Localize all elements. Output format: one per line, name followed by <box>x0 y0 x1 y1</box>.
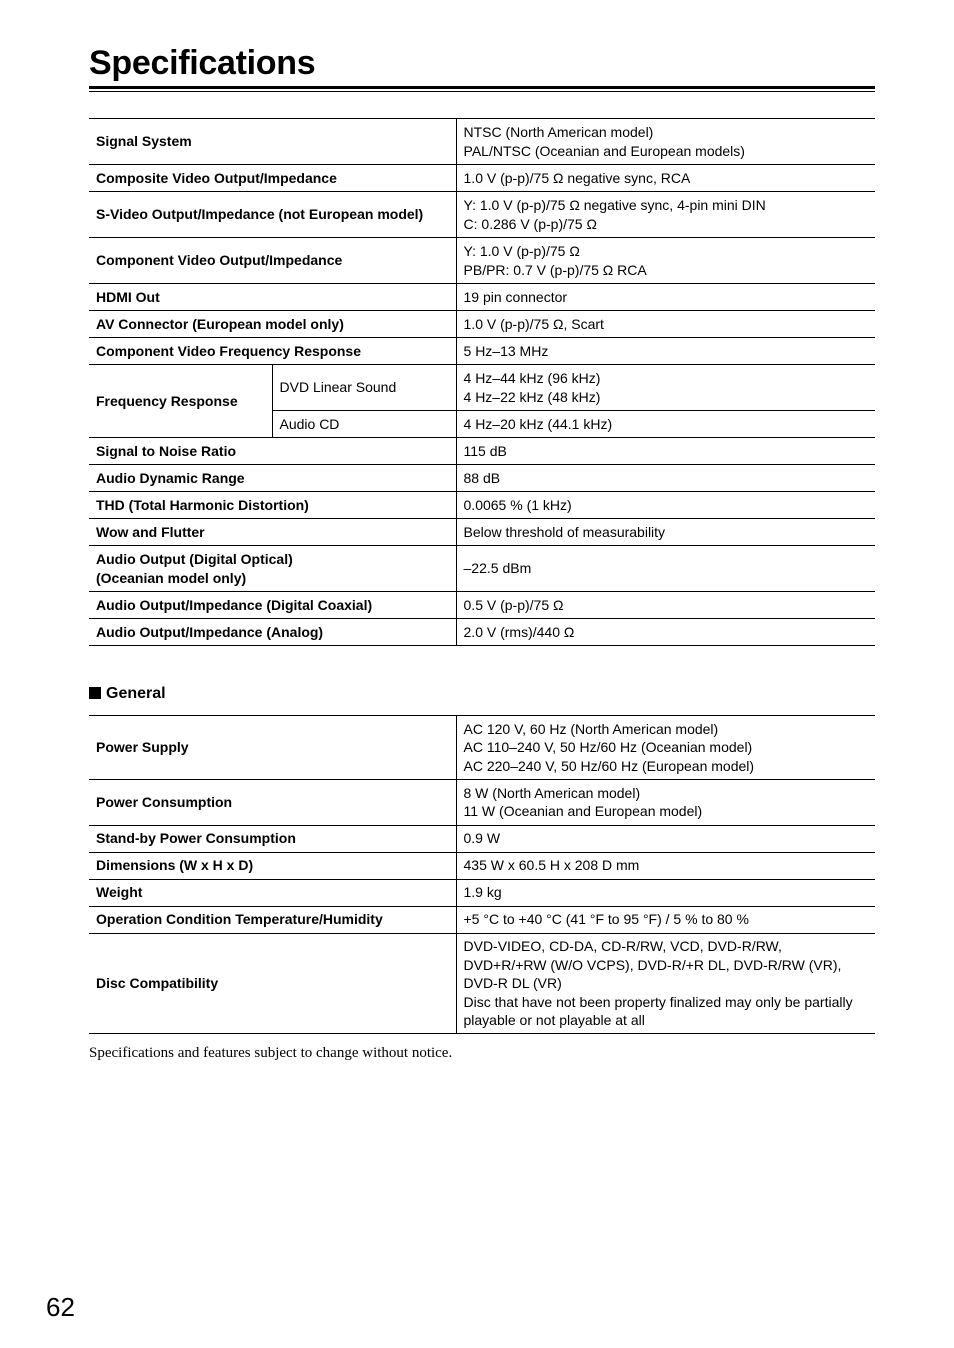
table-row <box>89 492 875 519</box>
spec-label <box>89 825 456 852</box>
cell-line: DVD Linear Sound <box>279 379 397 396</box>
spec-value <box>456 365 875 411</box>
spec-value <box>456 119 875 165</box>
table-row <box>89 879 875 906</box>
general-spec-table <box>89 715 875 1034</box>
table-row <box>89 238 875 284</box>
spec-sublabel <box>272 411 456 438</box>
cell-line: DVD-VIDEO, CD-DA, CD-R/RW, VCD, DVD-R/RW, <box>463 938 782 954</box>
cell-line: 115 dB <box>463 442 507 459</box>
spec-label <box>89 879 456 906</box>
cell-line: Frequency Response <box>96 392 238 409</box>
cell-line: Composite Video Output/Impedance <box>96 169 337 186</box>
table-row <box>89 546 875 592</box>
spec-label <box>89 619 456 646</box>
table-row <box>89 619 875 646</box>
cell-line: 11 W (Oceanian and European model) <box>463 803 703 819</box>
spec-value <box>456 546 875 592</box>
table-row <box>89 365 875 411</box>
cell-line: 435 W x 60.5 H x 208 D mm <box>463 857 640 874</box>
cell-line: Wow and Flutter <box>96 523 205 540</box>
spec-value <box>456 165 875 192</box>
table-row <box>89 592 875 619</box>
square-bullet-icon <box>89 687 101 699</box>
spec-label <box>89 519 456 546</box>
cell-line: 1.9 kg <box>463 884 502 901</box>
table-row <box>89 825 875 852</box>
cell-line: Audio Output (Digital Optical) <box>96 551 293 567</box>
spec-label <box>89 779 456 825</box>
table-row <box>89 284 875 311</box>
cell-line: NTSC (North American model) <box>463 124 654 140</box>
table-row <box>89 311 875 338</box>
cell-line: HDMI Out <box>96 288 160 305</box>
cell-line: C: 0.286 V (p-p)/75 Ω <box>463 215 597 232</box>
spec-label <box>89 465 456 492</box>
cell-line: 0.5 V (p-p)/75 Ω <box>463 596 564 613</box>
spec-value <box>456 492 875 519</box>
table-row <box>89 465 875 492</box>
cell-line: Y: 1.0 V (p-p)/75 Ω negative sync, 4-pin mini DIN <box>463 197 766 213</box>
cell-line: 4 Hz–22 kHz (48 kHz) <box>463 388 601 405</box>
spec-value <box>456 852 875 879</box>
spec-label <box>89 438 456 465</box>
cell-line: Stand-by Power Consumption <box>96 830 296 847</box>
spec-label <box>89 119 456 165</box>
cell-line: AC 220–240 V, 50 Hz/60 Hz (European model) <box>463 757 755 774</box>
cell-line: Weight <box>96 884 143 901</box>
page-number: 62 <box>46 1292 75 1322</box>
spec-value <box>456 933 875 1034</box>
table-row <box>89 438 875 465</box>
table-row <box>89 192 875 238</box>
cell-line: DVD-R DL (VR) <box>463 975 562 991</box>
video-audio-spec-table <box>89 118 875 646</box>
cell-line: 1.0 V (p-p)/75 Ω negative sync, RCA <box>463 169 691 186</box>
cell-line: 4 Hz–20 kHz (44.1 kHz) <box>463 415 613 432</box>
spec-label <box>89 365 272 438</box>
cell-line: Signal System <box>96 133 192 150</box>
cell-line: Signal to Noise Ratio <box>96 442 237 459</box>
spec-value <box>456 592 875 619</box>
cell-line: Y: 1.0 V (p-p)/75 Ω <box>463 243 580 259</box>
cell-line: Audio Output/Impedance (Analog) <box>96 623 324 640</box>
title-rule-thin <box>89 91 875 92</box>
spec-value <box>456 619 875 646</box>
spec-value <box>456 238 875 284</box>
cell-line: +5 °C to +40 °C (41 °F to 95 °F) / 5 % to 80 % <box>463 911 749 928</box>
page-title: Specifications <box>89 44 316 82</box>
cell-line: Audio CD <box>279 415 340 432</box>
spec-value <box>456 192 875 238</box>
spec-label <box>89 933 456 1034</box>
cell-line: 2.0 V (rms)/440 Ω <box>463 623 575 640</box>
cell-line: 19 pin connector <box>463 288 568 305</box>
title-rule-thick <box>89 86 875 89</box>
cell-line: S-Video Output/Impedance (not European model) <box>96 206 424 223</box>
spec-label <box>89 592 456 619</box>
spec-label <box>89 546 456 592</box>
cell-line: AC 120 V, 60 Hz (North American model) <box>463 720 719 737</box>
cell-line: 8 W (North American model) <box>463 784 641 801</box>
cell-line: Below threshold of measurability <box>463 523 666 540</box>
spec-value <box>456 438 875 465</box>
cell-line: 4 Hz–44 kHz (96 kHz) <box>463 370 601 386</box>
cell-line: PB/PR: 0.7 V (p-p)/75 Ω RCA <box>463 261 647 278</box>
cell-line: THD (Total Harmonic Distortion) <box>96 496 309 513</box>
spec-value <box>456 519 875 546</box>
table-row <box>89 119 875 165</box>
cell-line: (Oceanian model only) <box>96 569 247 586</box>
cell-line: AV Connector (European model only) <box>96 315 344 332</box>
table-row <box>89 906 875 933</box>
spec-value <box>456 338 875 365</box>
spec-label <box>89 906 456 933</box>
table-row <box>89 852 875 879</box>
cell-line: AC 110–240 V, 50 Hz/60 Hz (Oceanian model) <box>463 739 753 755</box>
spec-label <box>89 238 456 284</box>
table-row <box>89 338 875 365</box>
spec-value <box>456 411 875 438</box>
cell-line: Disc Compatibility <box>96 975 219 991</box>
cell-line: –22.5 dBm <box>463 560 532 577</box>
spec-label <box>89 716 456 780</box>
cell-line: Component Video Frequency Response <box>96 342 362 359</box>
footnote: Specifications and features subject to change without notice. <box>89 1045 453 1061</box>
cell-line: 88 dB <box>463 469 501 486</box>
cell-line: Power Consumption <box>96 793 233 810</box>
spec-value <box>456 284 875 311</box>
spec-value <box>456 779 875 825</box>
cell-line: 1.0 V (p-p)/75 Ω, Scart <box>463 315 604 332</box>
cell-line: playable or not playable at all <box>463 1012 645 1028</box>
general-heading-text: General <box>106 685 166 702</box>
table-row <box>89 933 875 1034</box>
cell-line: Dimensions (W x H x D) <box>96 857 254 874</box>
spec-value <box>456 311 875 338</box>
table-row <box>89 779 875 825</box>
general-section-heading <box>89 684 166 704</box>
spec-value <box>456 825 875 852</box>
cell-line: Operation Condition Temperature/Humidity <box>96 911 383 928</box>
cell-line: 0.0065 % (1 kHz) <box>463 496 572 513</box>
spec-value <box>456 906 875 933</box>
spec-label <box>89 192 456 238</box>
cell-line: Component Video Output/Impedance <box>96 252 343 269</box>
cell-line: Disc that have not been property finalized may only be partially <box>463 993 853 1010</box>
spec-label <box>89 311 456 338</box>
spec-value <box>456 879 875 906</box>
cell-line: PAL/NTSC (Oceanian and European models) <box>463 142 745 159</box>
spec-label <box>89 165 456 192</box>
table-row <box>89 519 875 546</box>
spec-label <box>89 852 456 879</box>
cell-line: 0.9 W <box>463 830 501 847</box>
spec-value <box>456 716 875 780</box>
spec-value <box>456 465 875 492</box>
spec-label <box>89 284 456 311</box>
spec-label <box>89 492 456 519</box>
spec-sublabel <box>272 365 456 411</box>
cell-line: 5 Hz–13 MHz <box>463 342 549 359</box>
cell-line: Power Supply <box>96 739 189 755</box>
spec-label <box>89 338 456 365</box>
table-row <box>89 716 875 780</box>
table-row <box>89 165 875 192</box>
cell-line: Audio Dynamic Range <box>96 469 245 486</box>
cell-line: DVD+R/+RW (W/O VCPS), DVD-R/+R DL, DVD-R/RW (VR), <box>463 956 842 973</box>
cell-line: Audio Output/Impedance (Digital Coaxial) <box>96 596 373 613</box>
